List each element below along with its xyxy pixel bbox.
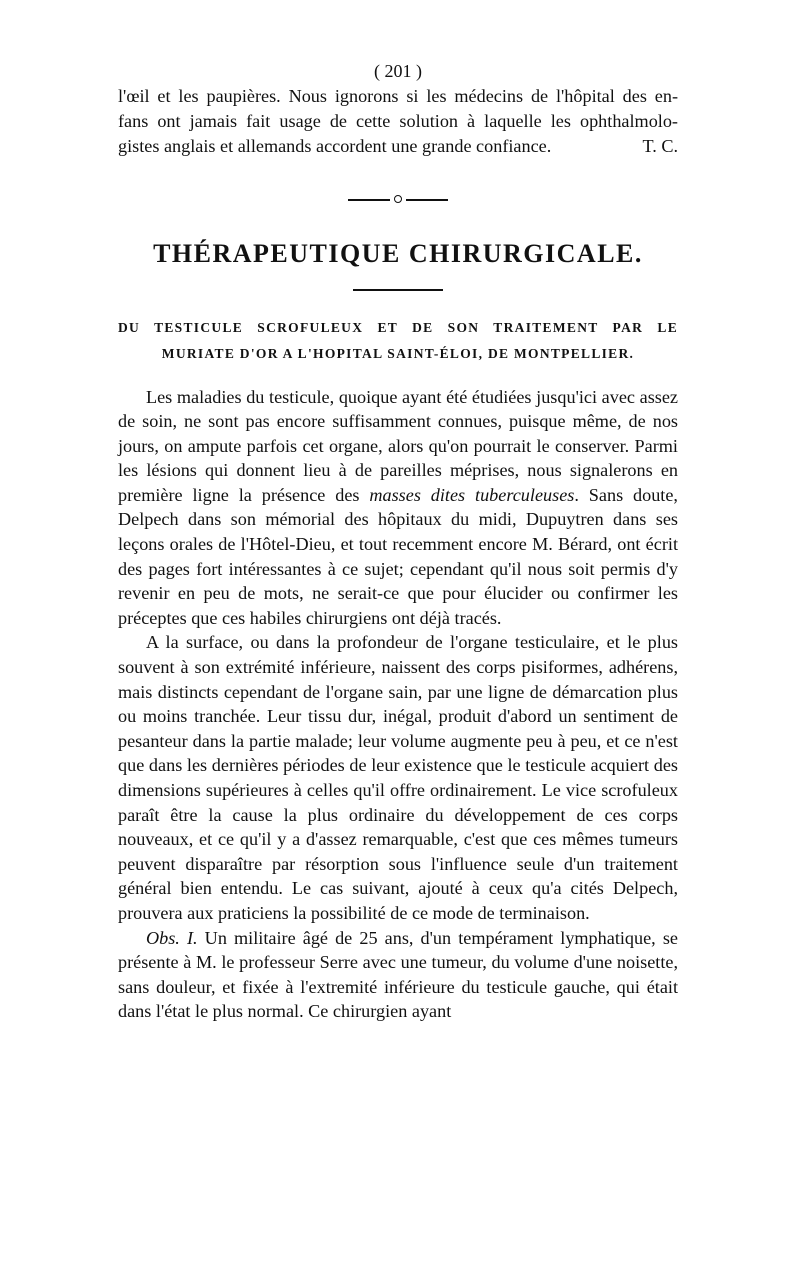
observation-label: Obs. I.: [146, 927, 198, 948]
subtitle-line: MURIATE D'OR A L'HOPITAL SAINT-ÉLOI, DE MONTPELLIER.: [161, 345, 635, 361]
intro-line: gistes anglais et allemands accordent une grande confiance.: [118, 136, 552, 156]
emphasis-text: masses dites tuberculeuses: [369, 484, 575, 505]
author-signature: T. C.: [642, 136, 678, 156]
intro-line: l'œil et les paupières. Nous ignorons si les médecins de l'hôpital des en-: [118, 86, 678, 106]
paragraph: [118, 926, 678, 1024]
subtitle-line: DU TESTICULE SCROFULEUX ET DE SON TRAITEMENT PAR LE: [118, 319, 678, 335]
section-title: THÉRAPEUTIQUE CHIRURGICALE.: [153, 239, 643, 268]
article-body: [118, 385, 678, 1024]
article-subtitle: [118, 315, 678, 367]
document-page: [118, 58, 678, 1024]
paragraph-text: Un militaire âgé de 25 ans, d'un tempérament lymphatique, se présente à M. le professeur Serre avec une tumeur, du volume d'une noisette, sans douleur, et fixée à l'extremité inférieure du testicule gauche, qui était dans l'état le plus normal. Ce chirurgien ayant: [118, 927, 678, 1022]
paragraph: [118, 385, 678, 631]
title-rule: [353, 289, 443, 291]
paragraph-text: Les maladies du testicule, quoique ayant été étudiées jusqu'ici avec assez de soin, ne sont pas encore suffisamment connues, puisque même, de nos jours, on ampute parfois cet organe, alors qu'on pourrait le conserver. Parmi les lésions qui donnent lieu à de pareilles méprises, nous signalerons en première ligne la présence des: [118, 386, 678, 505]
intro-paragraph: [118, 84, 678, 159]
paragraph-text: . Sans doute, Delpech dans son mémorial des hôpitaux du midi, Dupuytren dans ses leçons orales de l'Hôtel-Dieu, et tout recemment encore M. Bérard, ont écrit des pages fort intéressantes à ce sujet; cependant qu'il nous soit permis d'y revenir en peu de mots, ne serait-ce que pour élucider ou confirmer les préceptes que ces habiles chirurgiens ont déjà tracés.: [118, 484, 678, 628]
page-number: ( 201 ): [374, 61, 422, 81]
intro-line: fans ont jamais fait usage de cette solution à laquelle les ophthalmolo-: [118, 111, 678, 131]
paragraph: A la surface, ou dans la profondeur de l'organe testiculaire, et le plus souvent à son extrémité inférieure, naissent des corps pisiformes, adhérens, mais distincts cependant de l'organe sain, par une ligne de démarcation plus ou moins tranchée. Leur tissu dur, inégal, produit d'abord un sentiment de pesanteur dans la partie malade; leur volume augmente peu à peu, et ce n'est que dans les dernières périodes de leur existence que le testicule acquiert des dimensions supérieures à celles qu'il offre ordinairement. Le vice scrofuleux paraît être la cause la plus ordinaire du développement de ces corps nouveaux, et ce qu'il y a d'assez remarquable, c'est que ces mêmes tumeurs peuvent disparaître par résorption sous l'influence seule d'un traitement général bien entendu. Le cas suivant, ajouté à ceux qu'a cités Delpech, prouvera aux praticiens la possibilité de ce mode de terminaison.: [118, 632, 678, 923]
ornament-divider: [348, 195, 448, 205]
intro-last-line: [118, 134, 678, 159]
